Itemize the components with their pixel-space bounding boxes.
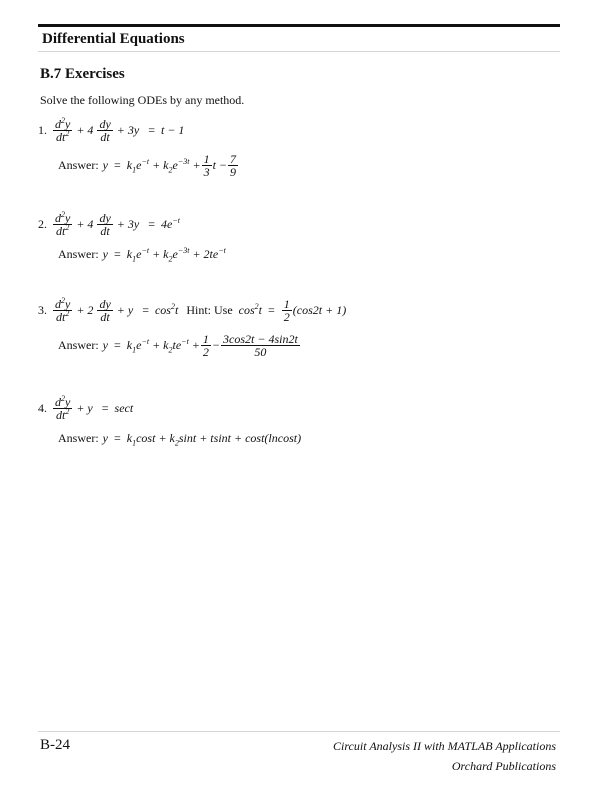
answer-label: Answer: bbox=[58, 158, 99, 172]
exercise-3-equation: 3. $\frac{d^2y}{dt^2}$ + 2 $\frac{dy}{dt}$ + y = $\cos^2t$ Hint: Use $\cos^2t$ = $\frac{1}{2}$ (cos2t + 1) bbox=[38, 296, 347, 324]
exercise-1 bbox=[38, 118, 239, 178]
book-title: Circuit Analysis II with MATLAB Applications bbox=[332, 739, 556, 753]
footer-divider bbox=[38, 731, 560, 732]
exercise-2-answer: Answer: y = $k_1e^{-t} + k_2e^{-3t} + 2te^{-t}$ bbox=[58, 246, 226, 264]
exercise-3-answer: Answer: y = $k_1e^{-t} + k_2te^{-t}$ + $\frac{1}{2}$ − $\frac{3\cos 2t - 4\sin 2t}{50}$ bbox=[58, 332, 298, 359]
publisher-name: Orchard Publications bbox=[451, 759, 556, 773]
exercise-3-hint: Hint: Use bbox=[186, 303, 233, 317]
exercise-1-equation: 1. $\frac{d^2y}{dt^2}$ + 4 $\frac{dy}{dt}$ + 3y = t − 1 bbox=[38, 116, 185, 144]
chapter-title: Differential Equations bbox=[42, 31, 185, 47]
exercise-2 bbox=[38, 212, 226, 262]
page-number: B-24 bbox=[40, 737, 70, 753]
exercise-number: 1. bbox=[38, 123, 47, 137]
exercise-4 bbox=[38, 396, 301, 446]
header-divider bbox=[38, 51, 560, 52]
exercise-4-answer: Answer: y = $k_1\cos t + k_2\sin t + tsint + \cos t(lncost)$ bbox=[58, 431, 302, 448]
answer-label: Answer: bbox=[58, 247, 99, 261]
exercise-number: 2. bbox=[38, 217, 47, 231]
exercise-1-answer: Answer: y = $k_1e^{-t} + k_2e^{-3t}$ + $\frac{1}{3}$ t − $\frac{7}{9}$ bbox=[58, 152, 236, 179]
section-intro: Solve the following ODEs by any method. bbox=[40, 93, 245, 107]
exercise-2-rhs: 4e bbox=[160, 217, 173, 231]
exercise-number: 4. bbox=[38, 401, 47, 415]
exercise-4-rhs: sect bbox=[114, 401, 134, 415]
exercise-4-equation: 4. $\frac{d^2y}{dt^2}$ + y = sect bbox=[38, 394, 134, 422]
exercise-3 bbox=[38, 298, 346, 358]
exercise-number: 3. bbox=[38, 303, 47, 317]
exercise-1-rhs: t − 1 bbox=[160, 123, 185, 137]
exercise-2-equation: 2. $\frac{d^2y}{dt^2}$ + 4 $\frac{dy}{dt}$ + 3y = $4e^{-t}$ bbox=[38, 210, 180, 238]
answer-label: Answer: bbox=[58, 431, 99, 445]
header-rule bbox=[38, 24, 560, 27]
answer-label: Answer: bbox=[58, 338, 99, 352]
section-title: B.7 Exercises bbox=[40, 66, 125, 82]
